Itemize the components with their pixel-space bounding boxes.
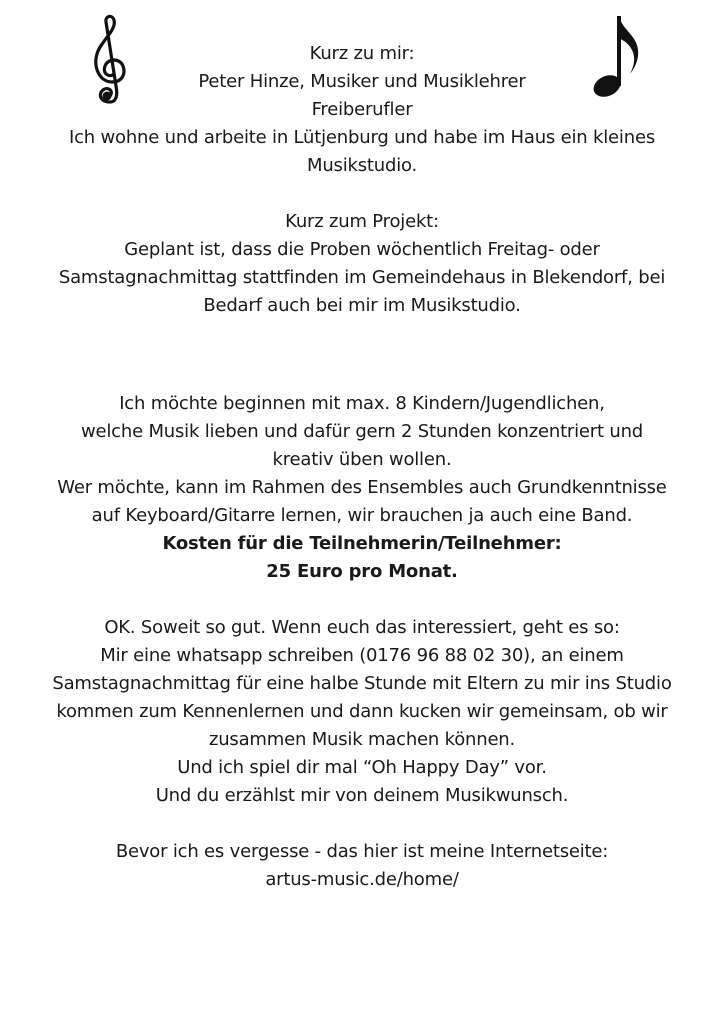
project-line: Bedarf auch bei mir im Musikstudio. [203, 295, 521, 316]
contact-line: kommen zum Kennenlernen und dann kucken wir gemeinsam, ob wir [56, 701, 668, 722]
contact-line: Samstagnachmittag für eine halbe Stunde mit Eltern zu mir ins Studio [52, 673, 672, 694]
website-intro: Bevor ich es vergesse - das hier ist meine Internetseite: [115, 841, 609, 862]
website-url: artus-music.de/home/ [265, 869, 459, 890]
cost-value: 25 Euro pro Monat. [266, 561, 458, 582]
flyer-text [20, 40, 704, 894]
spacer [20, 586, 704, 614]
intro-location-line: Musikstudio. [306, 155, 418, 176]
participants-line: Ich möchte beginnen mit max. 8 Kindern/Jugendlichen, [119, 393, 605, 414]
spacer [20, 320, 704, 362]
intro-location-line: Ich wohne und arbeite in Lütjenburg und habe im Haus ein kleines [68, 127, 655, 148]
contact-line: Und ich spiel dir mal “Oh Happy Day” vor. [177, 757, 547, 778]
intro-heading: Kurz zu mir: [309, 43, 415, 64]
contact-line: zusammen Musik machen können. [208, 729, 516, 750]
participants-line: kreativ üben wollen. [272, 449, 452, 470]
project-line: Geplant ist, dass die Proben wöchentlich Freitag- oder [124, 239, 600, 260]
spacer [20, 180, 704, 208]
spacer [20, 362, 704, 390]
participants-line: auf Keyboard/Gitarre lernen, wir brauchen ja auch eine Band. [91, 505, 633, 526]
contact-line: OK. Soweit so gut. Wenn euch das interessiert, geht es so: [104, 617, 620, 638]
intro-name-line: Peter Hinze, Musiker und Musiklehrer [198, 71, 526, 92]
contact-line: Mir eine whatsapp schreiben (0176 96 88 02 30), an einem [100, 645, 624, 666]
contact-line: Und du erzählst mir von deinem Musikwunsch. [155, 785, 569, 806]
project-heading: Kurz zum Projekt: [285, 211, 439, 232]
spacer [20, 810, 704, 838]
cost-heading: Kosten für die Teilnehmerin/Teilnehmer: [162, 533, 562, 554]
participants-line: Wer möchte, kann im Rahmen des Ensembles auch Grundkenntnisse [57, 477, 667, 498]
intro-role: Freiberufler [311, 99, 413, 120]
participants-line: welche Musik lieben und dafür gern 2 Stunden konzentriert und [80, 421, 644, 442]
project-line: Samstagnachmittag stattfinden im Gemeindehaus in Blekendorf, bei [58, 267, 666, 288]
